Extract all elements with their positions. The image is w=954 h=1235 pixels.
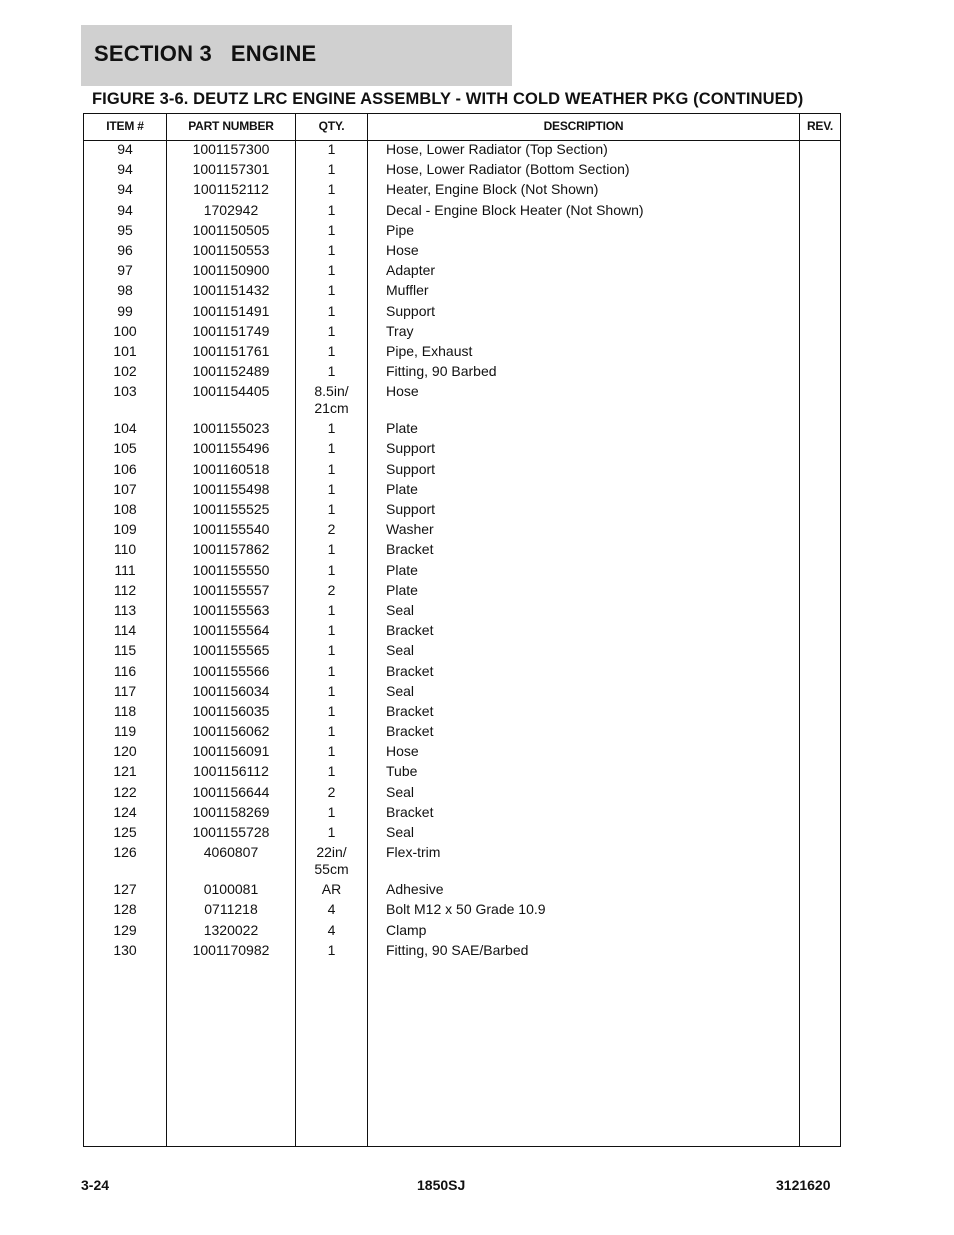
item-cell: 94 [117,181,133,198]
qty-cell: 1 [327,440,336,457]
item-cell: 101 [113,342,137,359]
table-row [84,440,840,460]
item-cell: 112 [113,581,137,598]
qty-line: 55cm [314,861,349,878]
description-cell: Bracket [386,803,434,820]
item-cell: 117 [113,682,137,699]
part-number-cell: 1001155540 [192,521,270,538]
part-number-cell: 0100081 [203,881,259,898]
part-number-cell: 1001156062 [192,723,270,740]
description-cell: Tube [386,763,418,780]
figure-title: FIGURE 3-6. DEUTZ LRC ENGINE ASSEMBLY - WITH COLD WEATHER PKG (CONTINUED) [92,90,804,108]
item-cell: 108 [113,501,137,517]
item-cell: 127 [113,881,137,898]
part-number-cell: 1001170982 [192,941,270,958]
qty-cell: 1 [327,363,336,380]
qty-cell: 2 [327,581,336,598]
description-cell: Bolt M12 x 50 Grade 10.9 [386,901,546,918]
description-cell: Plate [386,480,418,497]
qty-line: 22in/ [316,844,347,861]
item-cell: 119 [113,723,137,740]
item-cell: 94 [117,141,133,157]
header-part-number: PART NUMBER [188,119,274,133]
qty-cell: 1 [327,342,336,359]
part-number-cell: 1001156035 [192,702,270,719]
part-number-cell: 0711218 [204,901,258,918]
part-number-cell: 1001155565 [192,642,270,659]
description-cell: Seal [386,642,415,659]
table-row [84,181,840,201]
table-row [84,282,840,302]
qty-cell: 1 [327,824,336,840]
description-cell: Bracket [386,723,434,740]
table-row [84,202,840,222]
table-row [84,663,840,683]
table-row [84,602,840,622]
item-cell: 114 [113,622,137,639]
qty-cell: 1 [327,262,336,279]
description-cell: Washer [386,521,434,538]
description-cell: Tray [386,322,414,339]
qty-cell: 1 [327,743,336,760]
qty-cell: 1 [327,322,336,339]
description-cell: Hose [386,241,419,258]
qty-cell: 1 [327,302,336,319]
table-row [84,622,840,642]
item-cell: 106 [113,460,137,477]
qty-cell: 1 [327,221,336,238]
qty-cell: 1 [327,480,336,497]
description-cell: Seal [386,601,415,618]
description-cell: Fitting, 90 Barbed [386,363,497,380]
table-row [84,844,840,881]
description-cell: Support [386,501,436,517]
table-row [84,541,840,561]
table-row [84,784,840,804]
qty-cell: 1 [327,460,336,477]
footer-model: 1850SJ [417,1177,466,1193]
description-cell: Support [386,302,436,319]
qty-cell: 1 [327,201,336,218]
part-number-cell: 1001151761 [192,342,270,359]
description-cell: Bracket [386,622,434,639]
description-cell: Clamp [386,921,427,938]
item-cell: 118 [113,702,137,719]
qty-cell: 2 [327,521,336,538]
table-row [84,562,840,582]
qty-cell: 2 [327,783,336,800]
description-cell: Pipe, Exhaust [386,342,473,359]
item-cell: 96 [117,241,133,258]
part-number-cell: 1001151749 [192,322,270,339]
table-row [84,582,840,602]
description-cell: Fitting, 90 SAE/Barbed [386,941,529,958]
description-cell: Support [386,460,436,477]
qty-cell: 1 [327,241,336,258]
qty-cell: 1 [327,622,336,639]
item-cell: 97 [117,262,133,279]
part-number-cell: 1001152489 [192,363,270,380]
description-cell: Hose [386,383,419,400]
qty-cell: 1 [327,803,336,820]
qty-cell: 1 [327,723,336,740]
table-body [84,141,840,962]
qty-cell: 1 [327,763,336,780]
description-cell: Bracket [386,662,434,679]
part-number-cell: 1001151432 [192,282,270,299]
item-cell: 130 [113,941,137,958]
item-cell: 121 [113,763,137,780]
qty-cell: 1 [327,642,336,659]
table-row [84,323,840,343]
part-number-cell: 1001155023 [192,420,270,437]
item-cell: 110 [113,541,137,558]
description-cell: Muffler [386,282,429,299]
part-number-cell: 1001157862 [192,541,270,558]
item-cell: 94 [117,201,133,218]
table-row [84,461,840,481]
qty-cell: 1 [327,601,336,618]
description-cell: Support [386,440,436,457]
description-cell: Seal [386,783,415,800]
table-row [84,723,840,743]
item-cell: 111 [114,561,136,578]
part-number-cell: 1001155498 [192,480,270,497]
table-row [84,161,840,181]
qty-cell: 1 [327,702,336,719]
item-cell: 128 [113,901,137,918]
part-number-cell: 1001150900 [192,262,270,279]
qty-cell: 1 [327,141,336,157]
part-number-cell: 1001157300 [192,141,270,157]
item-cell: 122 [113,783,137,800]
part-number-cell: 1001155566 [192,662,270,679]
table-row [84,521,840,541]
part-number-cell: 1001154405 [192,383,270,400]
description-cell: Hose, Lower Radiator (Bottom Section) [386,161,630,178]
table-row [84,481,840,501]
part-number-cell: 1001155557 [192,581,270,598]
part-number-cell: 1001150553 [192,241,270,258]
part-number-cell: 1001156112 [193,763,269,780]
part-number-cell: 1001156034 [192,682,270,699]
part-number-cell: 1001158269 [192,803,270,820]
item-cell: 95 [117,221,133,238]
description-cell: Hose, Lower Radiator (Top Section) [386,141,608,157]
qty-cell: 1 [327,662,336,679]
table-row [84,420,840,440]
table-row [84,363,840,383]
qty-cell: 1 [327,282,336,299]
item-cell: 94 [117,161,133,178]
table-row [84,881,840,901]
item-cell: 120 [113,743,137,760]
header-qty: QTY. [318,119,345,133]
item-cell: 98 [117,282,133,299]
item-cell: 129 [113,921,137,938]
qty-cell: 4 [327,921,336,938]
item-cell: 99 [117,302,133,319]
footer-doc-number: 3121620 [776,1177,831,1193]
description-cell: Seal [386,824,415,840]
qty-cell: 4 [327,901,336,918]
qty-cell: 1 [327,501,336,517]
description-cell: Hose [386,743,419,760]
item-cell: 124 [113,803,137,820]
part-number-cell: 1320022 [203,921,259,938]
table-row [84,242,840,262]
part-number-cell: 1001155525 [192,501,270,517]
table-row [84,343,840,363]
qty-line: 21cm [314,400,349,417]
qty-cell: 1 [327,181,336,198]
description-cell: Plate [386,581,418,598]
qty-cell: 1 [327,561,336,578]
item-cell: 115 [113,642,137,659]
section-title: SECTION 3 ENGINE [94,41,317,66]
section-header [81,25,512,86]
item-cell: 109 [113,521,137,538]
qty-cell: 1 [327,941,336,958]
part-number-cell: 1001155728 [192,824,270,840]
qty-cell: 1 [327,420,336,437]
description-cell: Adapter [386,262,436,279]
description-cell: Plate [386,420,418,437]
qty-cell [296,383,367,417]
table-row [84,942,840,962]
table-row [84,922,840,942]
table-row [84,501,840,521]
item-cell: 102 [113,363,137,380]
item-cell: 107 [113,480,137,497]
description-cell: Decal - Engine Block Heater (Not Shown) [386,201,644,218]
part-number-cell: 1702942 [203,201,259,218]
part-number-cell: 4060807 [203,844,259,861]
footer-page-number: 3-24 [81,1177,110,1193]
table-row [84,901,840,921]
table-row [84,303,840,323]
table-row [84,262,840,282]
part-number-cell: 1001155564 [192,622,270,639]
qty-line: 8.5in/ [314,383,349,400]
description-cell: Pipe [386,221,415,238]
description-cell: Flex-trim [386,844,441,861]
description-cell: Heater, Engine Block (Not Shown) [386,181,599,198]
qty-cell: 1 [327,541,336,558]
table-row [84,642,840,662]
parts-table [83,113,841,1147]
header-description: DESCRIPTION [543,119,624,133]
qty-cell [296,844,367,878]
part-number-cell: 1001157301 [192,161,270,178]
part-number-cell: 1001155563 [192,601,270,618]
table-row [84,703,840,723]
table-row [84,763,840,783]
header-item: ITEM # [106,119,144,133]
part-number-cell: 1001152112 [193,181,269,198]
part-number-cell: 1001150505 [192,221,270,238]
table-row [84,383,840,420]
description-cell: Plate [386,561,418,578]
item-cell: 126 [113,844,137,861]
item-cell: 116 [113,662,137,679]
qty-cell: 1 [327,682,336,699]
table-row [84,222,840,242]
part-number-cell: 1001156091 [192,743,270,760]
table-row [84,141,840,161]
description-cell: Bracket [386,702,434,719]
item-cell: 125 [113,824,137,840]
item-cell: 103 [113,383,137,400]
part-number-cell: 1001151491 [192,302,270,319]
item-cell: 100 [113,322,137,339]
item-cell: 113 [113,601,137,618]
qty-cell: 1 [327,161,336,178]
part-number-cell: 1001156644 [192,783,270,800]
item-cell: 105 [113,440,137,457]
item-cell: 104 [113,420,137,437]
table-row [84,824,840,844]
table-row [84,743,840,763]
qty-cell: AR [321,881,342,898]
description-cell: Seal [386,682,415,699]
table-row [84,804,840,824]
description-cell: Bracket [386,541,434,558]
description-cell: Adhesive [386,881,444,898]
part-number-cell: 1001155496 [192,440,270,457]
header-rev: REV. [806,119,834,133]
part-number-cell: 1001155550 [192,561,270,578]
part-number-cell: 1001160518 [192,460,270,477]
table-row [84,683,840,703]
